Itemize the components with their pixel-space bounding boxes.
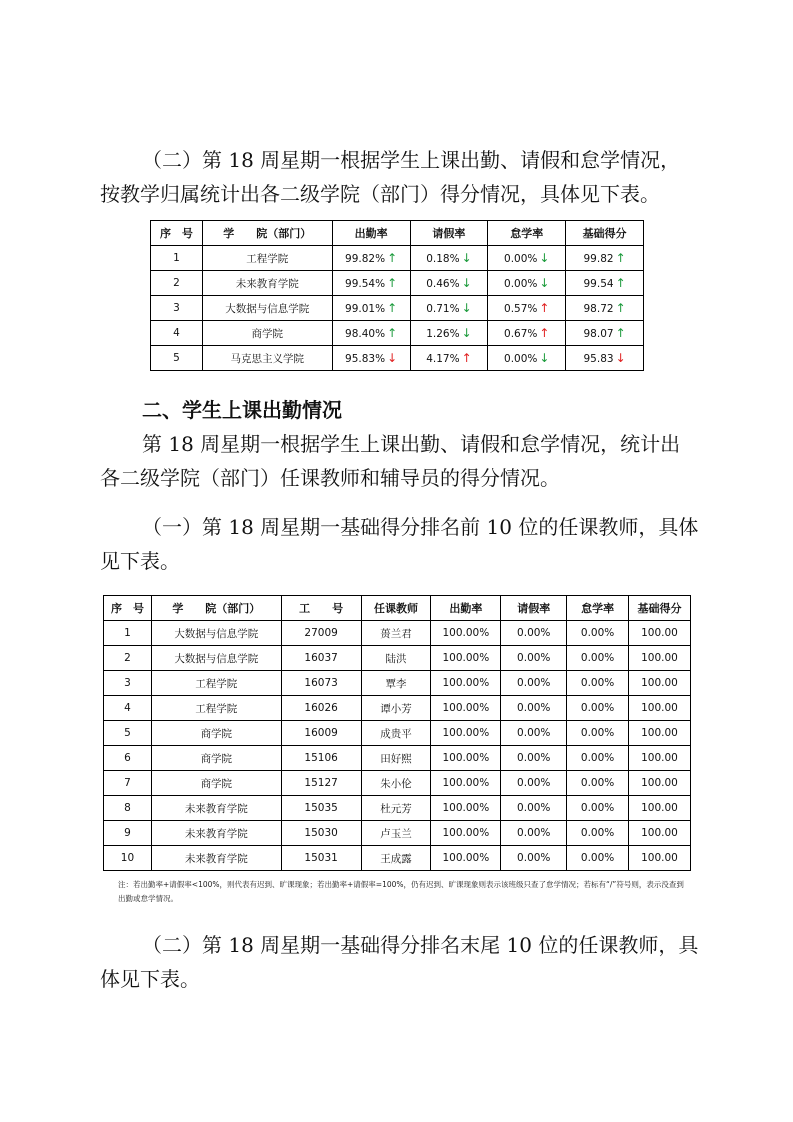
- table-cell: 0.00% ↓: [488, 346, 566, 371]
- table-cell: 100.00: [629, 696, 691, 721]
- column-header: 学 院（部门）: [202, 221, 332, 246]
- arrow-down-icon: ↓: [539, 351, 550, 365]
- table-cell: 3: [151, 296, 203, 321]
- table-cell: 100.00%: [431, 721, 501, 746]
- table-cell: 100.00: [629, 646, 691, 671]
- table-cell: 99.54% ↑: [332, 271, 410, 296]
- table-cell: 16037: [281, 646, 361, 671]
- table-cell: 商学院: [151, 721, 281, 746]
- table-cell: 27009: [281, 621, 361, 646]
- table-header-row: [151, 221, 644, 246]
- table-cell: 大数据与信息学院: [202, 296, 332, 321]
- table-cell: 100.00: [629, 771, 691, 796]
- table-cell: 100.00: [629, 846, 691, 871]
- top-teachers-table: [103, 595, 691, 871]
- column-header: 怠学率: [488, 221, 566, 246]
- arrow-up-icon: ↑: [387, 276, 398, 290]
- section-paragraph: 第 18 周星期一根据学生上课出勤、请假和怠学情况，统计出各二级学院（部门）任课教师和辅导员的得分情况。: [100, 432, 681, 490]
- table-cell: 100.00%: [431, 646, 501, 671]
- table-cell: 未来教育学院: [202, 271, 332, 296]
- table-cell: 未来教育学院: [151, 821, 281, 846]
- table-cell: 15031: [281, 846, 361, 871]
- column-header: 怠学率: [567, 596, 629, 621]
- table-cell: 100.00%: [431, 846, 501, 871]
- table-cell: 95.83 ↓: [566, 346, 644, 371]
- column-header: 请假率: [410, 221, 488, 246]
- arrow-down-icon: ↓: [539, 251, 550, 265]
- table-row: [151, 346, 644, 371]
- table-cell: 5: [104, 721, 152, 746]
- column-header: 学 院（部门）: [151, 596, 281, 621]
- table-row: [104, 646, 691, 671]
- table-cell: 1.26% ↓: [410, 321, 488, 346]
- table-cell: 100.00: [629, 621, 691, 646]
- table-cell: 5: [151, 346, 203, 371]
- arrow-up-icon: ↑: [615, 326, 626, 340]
- table-cell: 商学院: [202, 321, 332, 346]
- table-cell: 15035: [281, 796, 361, 821]
- intro-paragraph: （二）第 18 周星期一根据学生上课出勤、请假和怠学情况，按教学归属统计出各二级学院（部门）得分情况，具体见下表。: [100, 148, 681, 206]
- table-cell: 商学院: [151, 746, 281, 771]
- arrow-down-icon: ↓: [461, 301, 472, 315]
- table-header-row: [104, 596, 691, 621]
- table-cell: 0.00%: [567, 746, 629, 771]
- section-heading: 二、学生上课出勤情况: [142, 398, 342, 422]
- table-cell: 0.00%: [567, 796, 629, 821]
- column-header: 序 号: [104, 596, 152, 621]
- table-row: [104, 746, 691, 771]
- table-cell: 2: [151, 271, 203, 296]
- table-cell: 蒉兰君: [361, 621, 431, 646]
- table-row: [104, 771, 691, 796]
- table-cell: 田好熙: [361, 746, 431, 771]
- table-cell: 0.18% ↓: [410, 246, 488, 271]
- sub2-paragraph: （二）第 18 周星期一基础得分排名末尾 10 位的任课教师，具体见下表。: [100, 933, 699, 991]
- table-row: [151, 321, 644, 346]
- table-cell: 1: [104, 621, 152, 646]
- table-cell: 0.00%: [501, 821, 567, 846]
- table-cell: 0.00%: [567, 821, 629, 846]
- arrow-up-icon: ↑: [615, 251, 626, 265]
- table-cell: 4: [104, 696, 152, 721]
- table-cell: 0.00%: [567, 846, 629, 871]
- column-header: 出勤率: [431, 596, 501, 621]
- arrow-up-icon: ↑: [387, 326, 398, 340]
- table-cell: 马克思主义学院: [202, 346, 332, 371]
- table-row: [104, 796, 691, 821]
- table-cell: 4: [151, 321, 203, 346]
- table-cell: 陆洪: [361, 646, 431, 671]
- table-cell: 100.00: [629, 821, 691, 846]
- table-cell: 0.00%: [567, 721, 629, 746]
- table-cell: 99.01% ↑: [332, 296, 410, 321]
- table-row: [104, 846, 691, 871]
- column-header: 请假率: [501, 596, 567, 621]
- table-cell: 100.00: [629, 746, 691, 771]
- table-cell: 工程学院: [151, 696, 281, 721]
- table-cell: 98.07 ↑: [566, 321, 644, 346]
- table-cell: 100.00%: [431, 696, 501, 721]
- table-cell: 100.00%: [431, 796, 501, 821]
- sub1-paragraph: （一）第 18 周星期一基础得分排名前 10 位的任课教师，具体见下表。: [100, 515, 699, 573]
- table-cell: 9: [104, 821, 152, 846]
- table-cell: 0.57% ↑: [488, 296, 566, 321]
- table-cell: 15106: [281, 746, 361, 771]
- table-cell: 0.00% ↓: [488, 246, 566, 271]
- column-header: 任课教师: [361, 596, 431, 621]
- table-cell: 杜元芳: [361, 796, 431, 821]
- table-cell: 10: [104, 846, 152, 871]
- table-row: [151, 271, 644, 296]
- arrow-down-icon: ↓: [461, 326, 472, 340]
- arrow-up-icon: ↑: [539, 326, 550, 340]
- table-cell: 大数据与信息学院: [151, 621, 281, 646]
- table-cell: 卢玉兰: [361, 821, 431, 846]
- table-cell: 15030: [281, 821, 361, 846]
- table-cell: 谭小芳: [361, 696, 431, 721]
- table-note: 注：若出勤率+请假率<100%，则代表有迟到、旷课现象；若出勤率+请假率=100%，仍有迟到、旷课现象则表示该班级只查了怠学情况；若标有“/”符号则，表示没查到出勤或怠学情况。: [118, 880, 684, 903]
- table-cell: 0.00%: [501, 671, 567, 696]
- column-header: 出勤率: [332, 221, 410, 246]
- table-cell: 100.00%: [431, 771, 501, 796]
- column-header: 基础得分: [629, 596, 691, 621]
- table-cell: 0.00%: [501, 646, 567, 671]
- table-cell: 16009: [281, 721, 361, 746]
- table-cell: 王成露: [361, 846, 431, 871]
- table-cell: 成贵平: [361, 721, 431, 746]
- table-cell: 1: [151, 246, 203, 271]
- table-cell: 99.82 ↑: [566, 246, 644, 271]
- table-cell: 95.83% ↓: [332, 346, 410, 371]
- table-cell: 0.00%: [567, 771, 629, 796]
- table-row: [104, 696, 691, 721]
- arrow-up-icon: ↑: [461, 351, 472, 365]
- arrow-down-icon: ↓: [539, 276, 550, 290]
- table-cell: 100.00: [629, 671, 691, 696]
- table-cell: 100.00%: [431, 821, 501, 846]
- table-cell: 工程学院: [202, 246, 332, 271]
- table-cell: 0.00% ↓: [488, 271, 566, 296]
- table-cell: 2: [104, 646, 152, 671]
- table-cell: 16073: [281, 671, 361, 696]
- table-cell: 98.72 ↑: [566, 296, 644, 321]
- table-cell: 3: [104, 671, 152, 696]
- table-cell: 0.67% ↑: [488, 321, 566, 346]
- table-cell: 100.00: [629, 796, 691, 821]
- table-cell: 朱小伦: [361, 771, 431, 796]
- table-cell: 16026: [281, 696, 361, 721]
- arrow-down-icon: ↓: [461, 251, 472, 265]
- table-row: [151, 246, 644, 271]
- arrow-up-icon: ↑: [387, 301, 398, 315]
- table-cell: 99.82% ↑: [332, 246, 410, 271]
- table-cell: 0.00%: [567, 621, 629, 646]
- arrow-up-icon: ↑: [539, 301, 550, 315]
- table-row: [104, 721, 691, 746]
- college-score-table: [150, 220, 644, 371]
- column-header: 工 号: [281, 596, 361, 621]
- table-cell: 98.40% ↑: [332, 321, 410, 346]
- arrow-up-icon: ↑: [615, 301, 626, 315]
- arrow-down-icon: ↓: [461, 276, 472, 290]
- table-cell: 0.00%: [567, 646, 629, 671]
- table-cell: 4.17% ↑: [410, 346, 488, 371]
- table-cell: 0.00%: [567, 671, 629, 696]
- table-cell: 0.71% ↓: [410, 296, 488, 321]
- table-row: [104, 621, 691, 646]
- table-cell: 100.00: [629, 721, 691, 746]
- table-cell: 15127: [281, 771, 361, 796]
- table-cell: 8: [104, 796, 152, 821]
- table-cell: 0.46% ↓: [410, 271, 488, 296]
- column-header: 基础得分: [566, 221, 644, 246]
- table-cell: 0.00%: [501, 696, 567, 721]
- table-cell: 大数据与信息学院: [151, 646, 281, 671]
- table-cell: 100.00%: [431, 671, 501, 696]
- table-cell: 商学院: [151, 771, 281, 796]
- table-cell: 0.00%: [501, 621, 567, 646]
- table-cell: 100.00%: [431, 621, 501, 646]
- table-cell: 工程学院: [151, 671, 281, 696]
- table-cell: 0.00%: [501, 721, 567, 746]
- table-cell: 7: [104, 771, 152, 796]
- table-cell: 0.00%: [567, 696, 629, 721]
- column-header: 序 号: [151, 221, 203, 246]
- table-cell: 覃李: [361, 671, 431, 696]
- table-cell: 100.00%: [431, 746, 501, 771]
- table-cell: 0.00%: [501, 771, 567, 796]
- table-cell: 0.00%: [501, 746, 567, 771]
- table-cell: 0.00%: [501, 796, 567, 821]
- table-row: [104, 821, 691, 846]
- table-cell: 99.54 ↑: [566, 271, 644, 296]
- table-row: [151, 296, 644, 321]
- table-cell: 0.00%: [501, 846, 567, 871]
- table-row: [104, 671, 691, 696]
- arrow-down-icon: ↓: [387, 351, 398, 365]
- arrow-down-icon: ↓: [615, 351, 626, 365]
- arrow-up-icon: ↑: [387, 251, 398, 265]
- table-cell: 6: [104, 746, 152, 771]
- table-cell: 未来教育学院: [151, 846, 281, 871]
- table-cell: 未来教育学院: [151, 796, 281, 821]
- arrow-up-icon: ↑: [615, 276, 626, 290]
